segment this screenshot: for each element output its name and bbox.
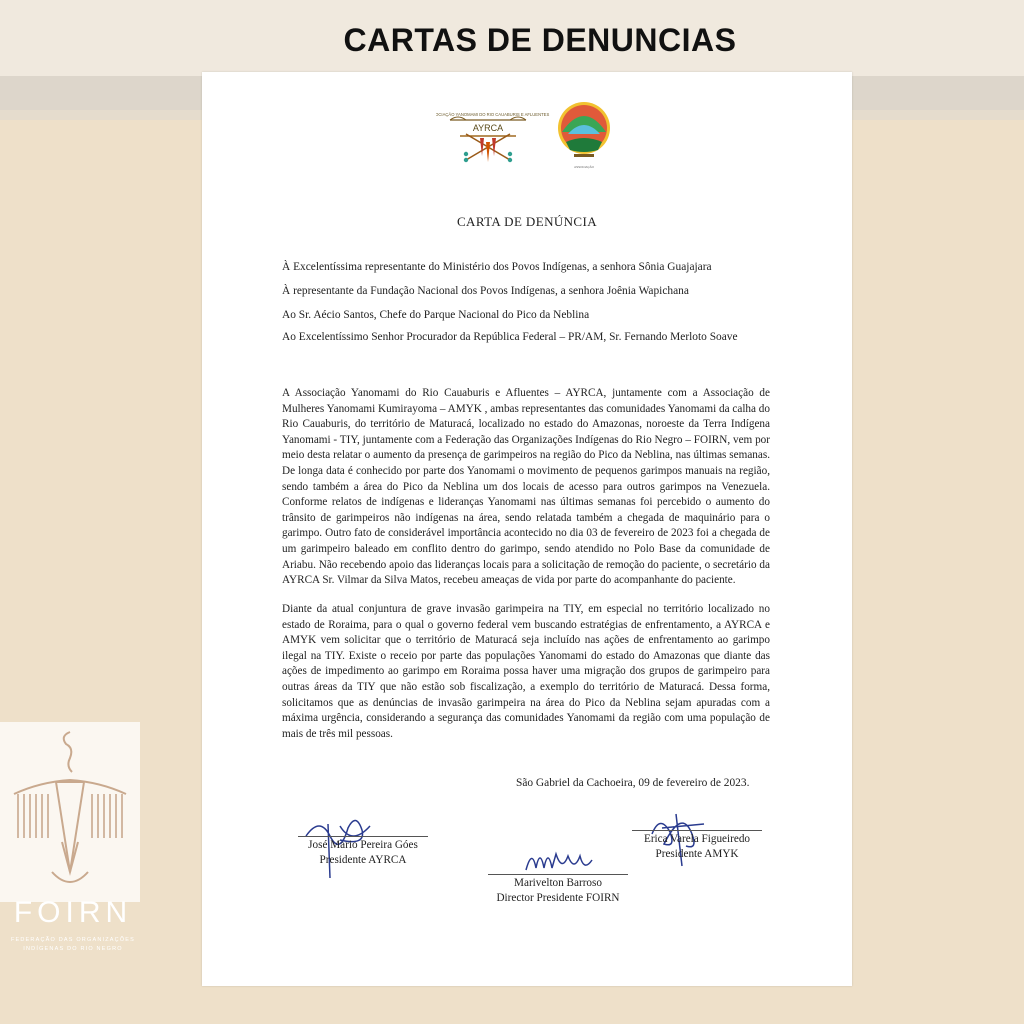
signer-name: Marivelton Barroso xyxy=(514,877,602,889)
foirn-subtitle xyxy=(0,936,146,954)
ayrca-logo-icon xyxy=(436,98,636,178)
letter-title: CARTA DE DENÚNCIA xyxy=(456,214,598,229)
letter-document xyxy=(202,72,852,986)
addressee-line: À Excelentíssima representante do Ministério dos Povos Indígenas, a senhora Sônia Guajajara xyxy=(282,261,712,273)
signer-role: Director Presidente FOIRN xyxy=(496,892,620,904)
signer-name: Erica Varela Figueiredo xyxy=(643,833,751,845)
addressee-line: Ao Sr. Aécio Santos, Chefe do Parque Nacional do Pico da Neblina xyxy=(282,309,590,321)
foirn-emblem-icon xyxy=(0,722,140,902)
place-and-date: São Gabriel da Cachoeira, 09 de fevereiro de 2023. xyxy=(516,777,750,789)
svg-text:ASSOCIAÇÃO: ASSOCIAÇÃO xyxy=(574,165,594,169)
letter-logos xyxy=(436,98,636,178)
ayrca-logo-name: AYRCA xyxy=(472,123,504,133)
signature-line xyxy=(298,836,428,837)
signature-block xyxy=(632,830,762,862)
addressee-line: À representante da Fundação Nacional dos Povos Indígenas, a senhora Joênia Wapichana xyxy=(282,285,689,297)
ayrca-logo-caption: ASSOCIAÇÃO YANOMAMI DO RIO CAUABURIS E AFLUENTES xyxy=(436,112,550,117)
addressee-line: Ao Excelentíssimo Senhor Procurador da República Federal – PR/AM, Sr. Fernando Merloto Soave xyxy=(282,331,738,343)
foirn-subtitle-line: FEDERAÇÃO DAS ORGANIZAÇÕES xyxy=(10,937,136,943)
signature-line xyxy=(488,874,628,875)
signer-name: José Mario Pereira Góes xyxy=(308,839,418,851)
signature-line xyxy=(632,830,762,831)
foirn-subtitle-line: INDÍGENAS DO RIO NEGRO xyxy=(23,946,123,952)
letter-paragraph: Diante da atual conjuntura de grave invasão garimpeira na TIY, em especial no território localizado no estado de Roraima, para o qual o governo federal vem buscando estratégias de enfrentamento, a AYRCA e AMYK vem solicitar que o território de Maturacá seja incluído nas ações de enfrentamento ao garimpo ilegal na TIY. Existe o receio por parte das populações Yanomami do estado do Amazonas que diante das ações de impedimento ao garimpo em Roraima possa haver uma migração dos grupos de garimpeiro para outras áreas da TIY que não estão sob fiscalização, a exemplo do território de Maturacá. Dessa forma, solicitamos que as denúncias de invasão garimpeira na área do Pico da Neblina sejam apuradas com a máxima urgência, considerando a segurança das comunidades Yanomami da região com uma população de mais de três mil pessoas. xyxy=(282,603,770,740)
page-title: CARTAS DE DENUNCIAS xyxy=(343,22,737,58)
foirn-wordmark: FOIRN xyxy=(13,896,133,929)
foirn-emblem-tile xyxy=(0,722,140,902)
signature-block xyxy=(488,874,628,906)
signature-block xyxy=(298,836,428,868)
signer-role: Presidente AYRCA xyxy=(319,854,407,866)
signer-role: Presidente AMYK xyxy=(655,848,739,860)
letter-paragraph: A Associação Yanomami do Rio Cauaburis e Afluentes – AYRCA, juntamente com a Associação de Mulheres Yanomami Kumirayoma – AMYK , ambas representantes das comunidades Yanomami da calha do Rio Cauaburis, do território de Maturacá, localizado no estado do Amazonas, noroeste da Terra Indígena Yanomami - TIY, juntamente com a Federação das Organizações Indígenas do Rio Negro – FOIRN, vem por meio desta relatar o aumento da presença de garimpeiros na região do Pico da Neblina, nas últimas semanas. De longa data é conhecido por parte dos Yanomami o movimento de pequenos garimpos manuais na região, sendo também a área do Pico da Neblina um dos locais de acesso para outros garimpos na Venezuela. Conforme relatos de indígenas e lideranças Yanomami nas últimas semanas foi percebido o aumento do trânsito de garimpeiros não indígenas na área, sendo relatada também a chegada de maquinário para o garimpo. Outro fato de considerável importância acontecido no dia 03 de fevereiro de 2023 foi a chegada de um garimpeiro baleado em conflito dentro do garimpo, sendo atendido no Polo Base da comunidade de Ariabu. Não recebendo apoio das lideranças locais para a solicitação de remoção do paciente, o secretário da AYRCA Sr. Vilmar da Silva Matos, recebeu ameaças de vida por parte do acompanhante do paciente. xyxy=(282,387,770,587)
